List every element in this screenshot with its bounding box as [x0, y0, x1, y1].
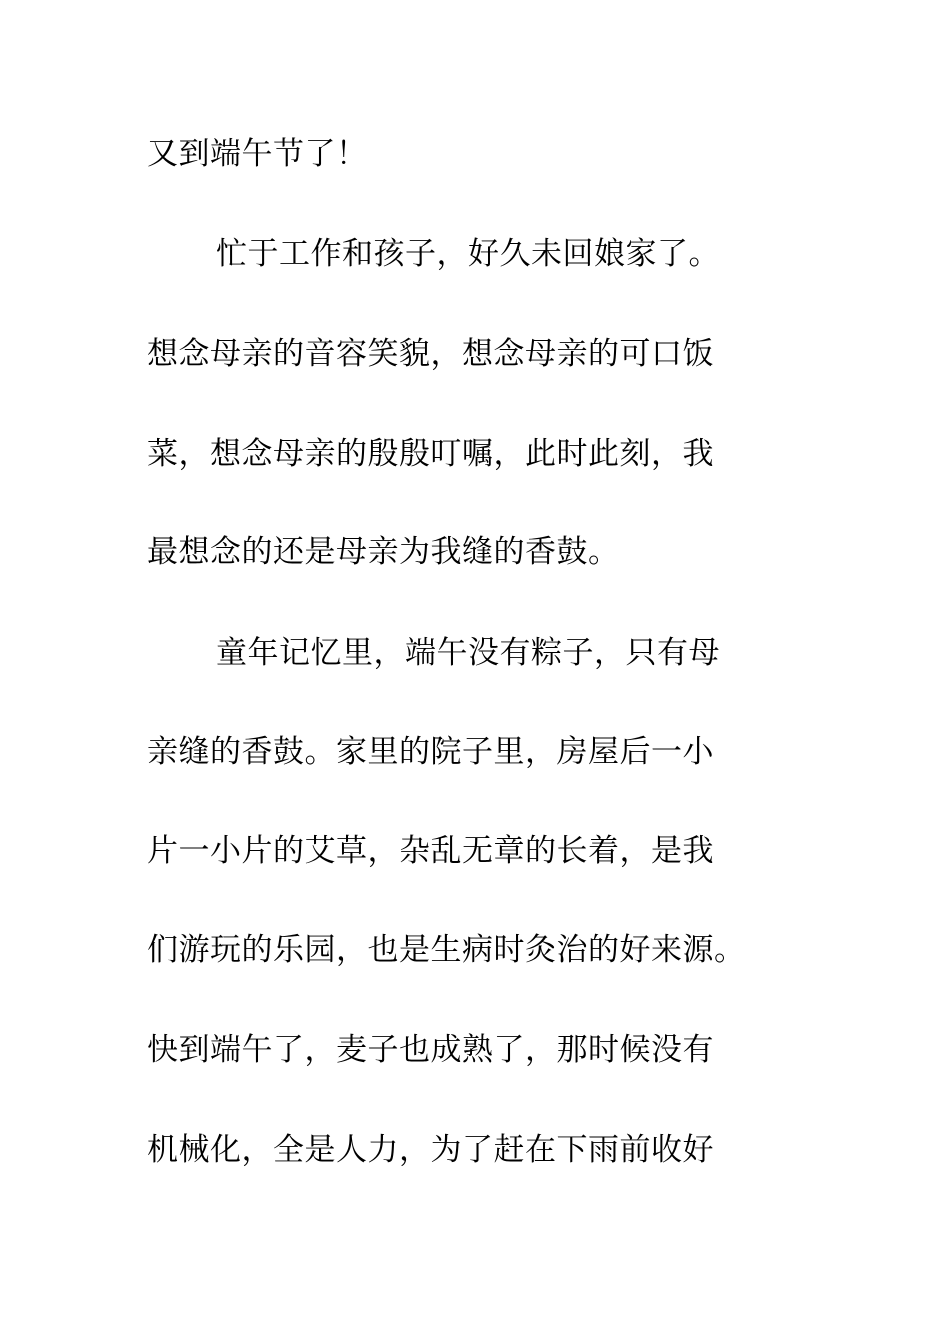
- text-line-9: 们游玩的乐园，也是生病时灸治的好来源。: [147, 932, 746, 968]
- text-line-4: 菜，想念母亲的殷殷叮嘱，此时此刻，我: [147, 436, 714, 472]
- text-line-10: 快到端午了，麦子也成熟了，那时候没有: [147, 1032, 714, 1068]
- text-line-3: 想念母亲的音容笑貌，想念母亲的可口饭: [147, 336, 714, 372]
- text-line-7: 亲缝的香鼓。家里的院子里，房屋后一小: [147, 734, 714, 770]
- text-line-8: 片一小片的艾草，杂乱无章的长着，是我: [147, 833, 714, 869]
- text-line-5: 最想念的还是母亲为我缝的香鼓。: [147, 534, 620, 570]
- text-line-1: 又到端午节了！: [147, 136, 368, 172]
- text-line-11: 机械化，全是人力，为了赶在下雨前收好: [147, 1132, 714, 1168]
- text-line-2: 忙于工作和孩子，好久未回娘家了。: [216, 236, 720, 272]
- text-line-6: 童年记忆里，端午没有粽子，只有母: [216, 635, 720, 671]
